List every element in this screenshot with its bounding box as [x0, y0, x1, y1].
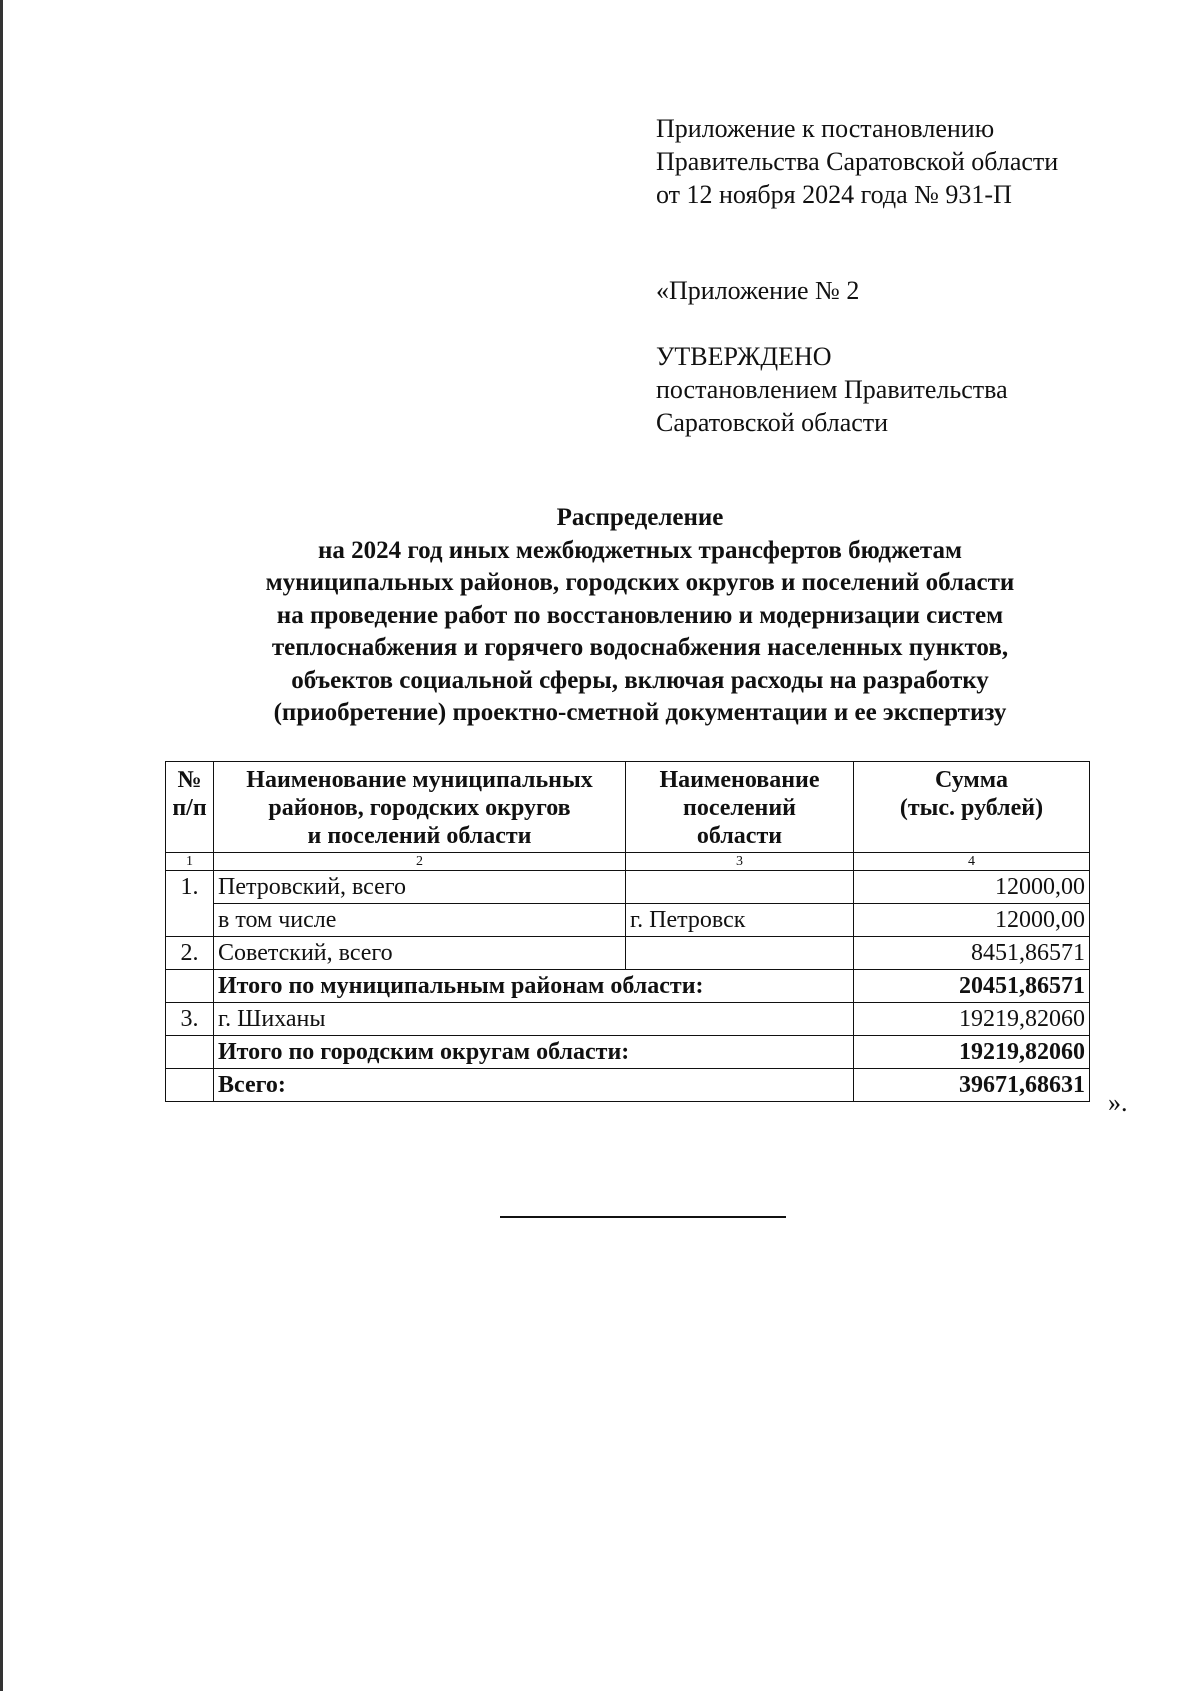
title-line: на проведение работ по восстановлению и модернизации систем [276, 601, 1004, 629]
grand-total-row [166, 1069, 1090, 1102]
table-header-row [166, 762, 1090, 853]
header-settlement-name [626, 762, 854, 853]
table-row [166, 904, 1090, 937]
column-index: 3 [626, 853, 854, 871]
grand-total-amount: 39671,68631 [854, 1069, 1090, 1102]
column-index: 2 [214, 853, 626, 871]
row-number [166, 970, 214, 1003]
resolution-reference [656, 112, 1058, 211]
table-row [166, 871, 1090, 904]
header-text: № [177, 767, 202, 793]
header-amount [854, 762, 1090, 853]
amount: 8451,86571 [854, 937, 1090, 970]
header-text: Наименование муниципальных [246, 767, 593, 793]
end-of-document-rule [500, 1216, 786, 1218]
title-line: объектов социальной сферы, включая расходы на разработку [291, 666, 989, 694]
title-line: на 2024 год иных межбюджетных трансфертов бюджетам [317, 536, 963, 564]
row-number [166, 1069, 214, 1102]
column-index: 4 [854, 853, 1090, 871]
subtotal-label: Итого по муниципальным районам области: [214, 970, 854, 1003]
amount: 12000,00 [854, 904, 1090, 937]
resolution-reference-line: Правительства Саратовской области [656, 147, 1059, 176]
settlement-name [626, 937, 854, 970]
resolution-reference-line: Приложение к постановлению [656, 114, 995, 143]
amount: 12000,00 [854, 871, 1090, 904]
title-line: Распределение [556, 504, 724, 531]
municipality-name: Петровский, всего [214, 871, 626, 904]
header-text: Сумма [935, 767, 1008, 793]
municipality-name: г. Шиханы [214, 1003, 854, 1036]
header-text: (тыс. рублей) [899, 795, 1044, 821]
scan-left-edge [0, 0, 3, 1691]
closing-quote: ». [1108, 1088, 1128, 1117]
subtotal-row [166, 970, 1090, 1003]
subtotal-row [166, 1036, 1090, 1069]
header-text: области [696, 823, 783, 849]
header-text: районов, городских округов [268, 795, 571, 821]
row-number: 1. [166, 871, 214, 937]
header-municipality-name [214, 762, 626, 853]
header-text: п/п [172, 795, 207, 821]
header-text: и поселений области [307, 823, 532, 849]
header-text: поселений [682, 795, 797, 821]
title-line: муниципальных районов, городских округов и поселений области [265, 569, 1015, 596]
subtotal-amount: 20451,86571 [854, 970, 1090, 1003]
distribution-table [165, 761, 1090, 1102]
row-number: 3. [166, 1003, 214, 1036]
settlement-name [626, 871, 854, 904]
approved-heading: УТВЕРЖДЕНО [656, 342, 832, 371]
resolution-reference-line: от 12 ноября 2024 года № 931-П [656, 180, 1012, 209]
title-line: теплоснабжения и горячего водоснабжения населенных пунктов, [271, 634, 1009, 661]
header-number [166, 762, 214, 853]
approved-line: постановлением Правительства [656, 375, 1008, 404]
grand-total-label: Всего: [214, 1069, 854, 1102]
title-line: (приобретение) проектно-сметной документации и ее экспертизу [273, 699, 1007, 726]
column-index: 1 [166, 853, 214, 871]
approval-stamp-text [656, 340, 1008, 439]
column-index-row [166, 853, 1090, 871]
amount: 19219,82060 [854, 1003, 1090, 1036]
approved-line: Саратовской области [656, 408, 889, 437]
header-text: Наименование [659, 767, 820, 793]
municipality-name: в том числе [214, 904, 626, 937]
row-number [166, 1036, 214, 1069]
subtotal-amount: 19219,82060 [854, 1036, 1090, 1069]
subtotal-label: Итого по городским округам области: [214, 1036, 854, 1069]
document-title [150, 502, 1130, 730]
appendix-label: «Приложение № 2 [656, 276, 860, 305]
row-number: 2. [166, 937, 214, 970]
table-row [166, 937, 1090, 970]
settlement-name: г. Петровск [626, 904, 854, 937]
municipality-name: Советский, всего [214, 937, 626, 970]
table-row [166, 1003, 1090, 1036]
